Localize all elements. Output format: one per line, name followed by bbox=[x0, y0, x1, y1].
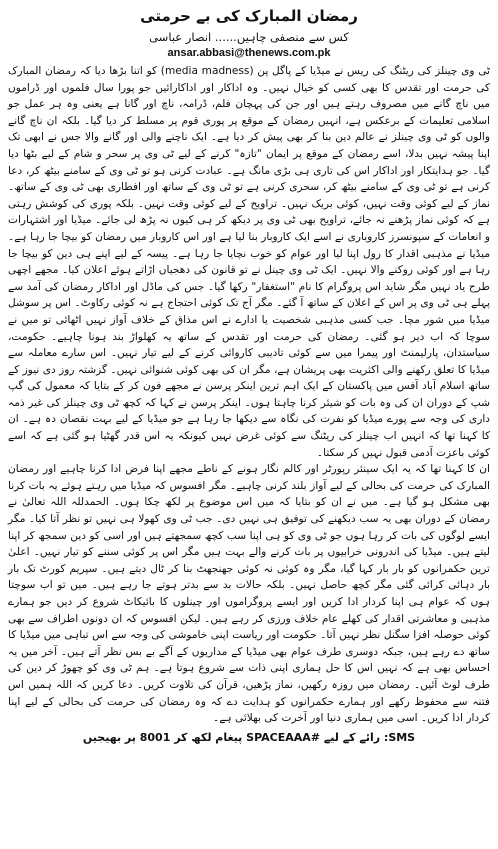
article-subtitle: کس سے منصفی چاہیں...... انصار عباسی bbox=[149, 30, 349, 44]
article-body bbox=[8, 63, 490, 727]
author-email: ansar.abbasi@thenews.com.pk bbox=[167, 47, 331, 59]
article-paragraph: ٹی وی چینلز کی ریٹنگ کی ریس نے میڈیا کے پاگل پن (media madness) کو اتنا بڑھا دیا کہ رمضان المبارک کی حرمت اور تقدس کا بھی کسی کو خیال نہیں۔ وہ اداکار اور اداکارائیں جو پورا سال فلموں اور ڈراموں میں ناچ گانے میں مصروف رہتے ہیں اور جن کی پہچان فلم، ڈرامہ، ناچ اور گانا ہے یعنی وہ ہر عمل جو اسلامی تعلیمات کے برعکس ہے، انہیں رمضان کے موقع پر پوری قوم پر مسلط کر دیا گیا۔ بلکہ ان ناچ گانے والوں کو ٹی وی چینلز نے عالم دین بنا کر بھی پیش کر دیا ہے۔ ایک ناچنے والی اور گانے والا جس نے ابھی تک اپنا پیشہ نہیں بدلا، اسے رمضان کے موقع پر ایمان "تازہ" کرنے کے لیے ٹی وی پر سحر و شام کے لیے بٹھا دیا گیا۔ جو ہدایتکار اور اداکار اس کی تاری ہی بڑی مانگ ہے۔ عبادت کرنی ہو تو ٹی وی کے سامنے بیٹھ کر، دعا کرنی ہے تو ٹی وی کے سامنے بیٹھ کر، سحری کرنی ہے تو ٹی وی کے ساتھ اور افطاری بھی ٹی وی کے ساتھ۔ نماز کے لیے کوئی وقت نہیں، کوئی بریک نہیں۔ تراویح کے لیے کوئی وقت نہیں۔ بلکہ پوری کی کوشش رہتی ہے کہ کوئی نماز پڑھنے نہ جائے، تراویح بھی ٹی وی پر دیکھ کر ہی کیوں نہ پڑھ لی جائے۔ میڈیا اور اشتہارات و انعامات کے سپونسرز کاروباری نے اسے ایک کاروبار بنا لیا ہے اور اس کاروبار میں رمضان کو بیچا جا رہا ہے۔ میڈیا نے مذہبی اقدار کا رول اپنا لیا اور عوام کو خوب نچایا جا رہا ہے۔ پیسہ کے لیے اپنے ہی دین کو بیچا جا رہا ہے اور کوئی روکنے والا نہیں۔ ایک ٹی وی چینل نے تو قانون کی دھجیاں اڑاتے ہوئے اعلان کیا۔ مجھے اچھی طرح یاد نہیں مگر شاید اس پروگرام کا نام "استغفار" رکھا گیا۔ جس کی ماڈل اور اداکار رمضان کی آمد سے پہلے ہی ٹی وی پر اس کے اعلان کے ساتھ آ گئے۔ مگر آج تک کوئی احتجاج ہے نہ کوئی رکاوٹ۔ اس پر سوشل میڈیا میں شور مچا۔ جب کسی مذہبی شخصیت یا ادارے نے اس مذاق کے خلاف آواز نہیں اٹھائی تو میں نے سوچا کہ اب دیر ہو گئی۔ رمضان کی حرمت اور تقدس کے ساتھ یہ کھلواڑ بند ہونا چاہیے۔ حکومت، سیاستدان، پارلیمنٹ اور پیمرا میں سے کوئی تادیبی کاروائی کرنے کے لیے تیار نہیں۔ اس سارے معاملہ سے میڈیا کا تعلق رکھنے والی اکثریت بھی پریشان ہے، مگر ان کی بھی کوئی شنوائی نہیں۔ گزشتہ روز دی نیوز کے ساتھ اسلام آباد آفس میں پاکستان کے ایک اہم ترین اینکر پرسن نے مجھے فون کر کے بتایا کہ معمول کی گپ شپ کے دوران ان کی وہ بات کو شیئر کرنا چاہتا ہوں۔ اینکر پرسن نے کہا کہ کچھ ٹی وی چینلز کی غیر ذمہ داری کی وجہ سے پورے میڈیا کو نفرت کی نگاہ سے دیکھا جا رہا ہے جو میڈیا کے لیے بہت نقصان دہ ہے۔ ان کا کہنا تھا کہ انہیں اب چینلز کی ریٹنگ سے کوئی غرض نہیں کیونکہ یہ اس قدر گھٹیا ہو گئی ہے کہ اسے کوئی باعزت آدمی قبول نہیں کر سکتا۔ bbox=[8, 65, 491, 459]
article-paragraph: ان کا کہنا تھا کہ یہ ایک سینئر رپورٹر اور کالم نگار ہونے کے ناطے مجھے اپنا فرض ادا کرنا چاہیے اور رمضان المبارک کی حرمت کی بحالی کے لیے آواز بلند کرنی چاہیے۔ مگر افسوس کہ میڈیا میں رہتے ہوئے یہ بات کرنا بھی مشکل ہو گیا ہے۔ میں نے ان کو بتایا کہ میں اس موضوع پر لکھ چکا ہوں۔ الحمدللہ اللہ تعالیٰ نے رمضان کے دوران بھی یہ سب دیکھنے کی توفیق ہی نہیں دی۔ جب ٹی وی کھولا ہی نہیں تو نظر آتا کیا۔ مگر ایسے لوگوں کی بات کر رہا ہوں جو ٹی وی کو ہی اپنا سب کچھ سمجھتے ہیں اور اسی کو دین سمجھ کر اپنا لیتے ہیں۔ میڈیا کی اندرونی خرابیوں پر بات کرنے والے بہت ہیں مگر اس پر کوئی سننے کو تیار نہیں۔ اعلیٰ ترین حکمرانوں کو بار بار کہا گیا، مگر وہ کوئی نہ کوئی جھنجھٹ بنا کر ٹال دیتے ہیں۔ سپریم کورٹ تک بار بار دہائی کرائی گئی مگر کچھ حاصل نہیں۔ بلکہ حالات بد سے بدتر ہوتے جا رہے ہیں۔ میں تو اب سوچتا ہوں کہ عوام ہی اپنا کردار ادا کریں اور ایسے پروگراموں اور چینلوں کا بائیکاٹ شروع کر دیں جو ہمارے مذہبی و معاشرتی اقدار کی کھلے عام خلاف ورزی کر رہے ہیں۔ لیکن افسوس کہ ان دونوں اطراف سے بھی کوئی حوصلہ افزا سگنل نظر نہیں آتا۔ حکومت اور ریاست اپنی خاموشی کی وجہ سے اس تباہی میں میڈیا کا ساتھ دے رہے ہیں، جبکہ دوسری طرف عوام بھی میڈیا کے مداریوں کے آگے بے بس نظر آتے ہیں۔ آخر میں یہ احساس بھی ہے کہ نہیں اس کا حل ہماری اپنی ذات سے شروع ہوتا ہے۔ ہم ٹی وی کو چھوڑ کر دین کی طرف لوٹ آئیں۔ رمضان میں روزہ رکھیں، نماز پڑھیں، قرآن کی تلاوت کریں۔ دعا کریں کہ اللہ ہمیں اس فتنہ سے محفوظ رکھے اور ہمارے حکمرانوں کو ہدایت دے کہ وہ رمضان کی حرمت کی بحالی کے لیے اپنا کردار ادا کریں۔ اسی میں ہماری دنیا اور آخرت کی بھلائی ہے۔ bbox=[8, 463, 490, 725]
sms-footer: SMS: رائے کے لیے #SPACEAAA پیغام لکھ کر 8001 پر بھیجیں bbox=[82, 730, 416, 744]
article-title: رمضان المبارک کی بے حرمتی bbox=[140, 7, 358, 25]
